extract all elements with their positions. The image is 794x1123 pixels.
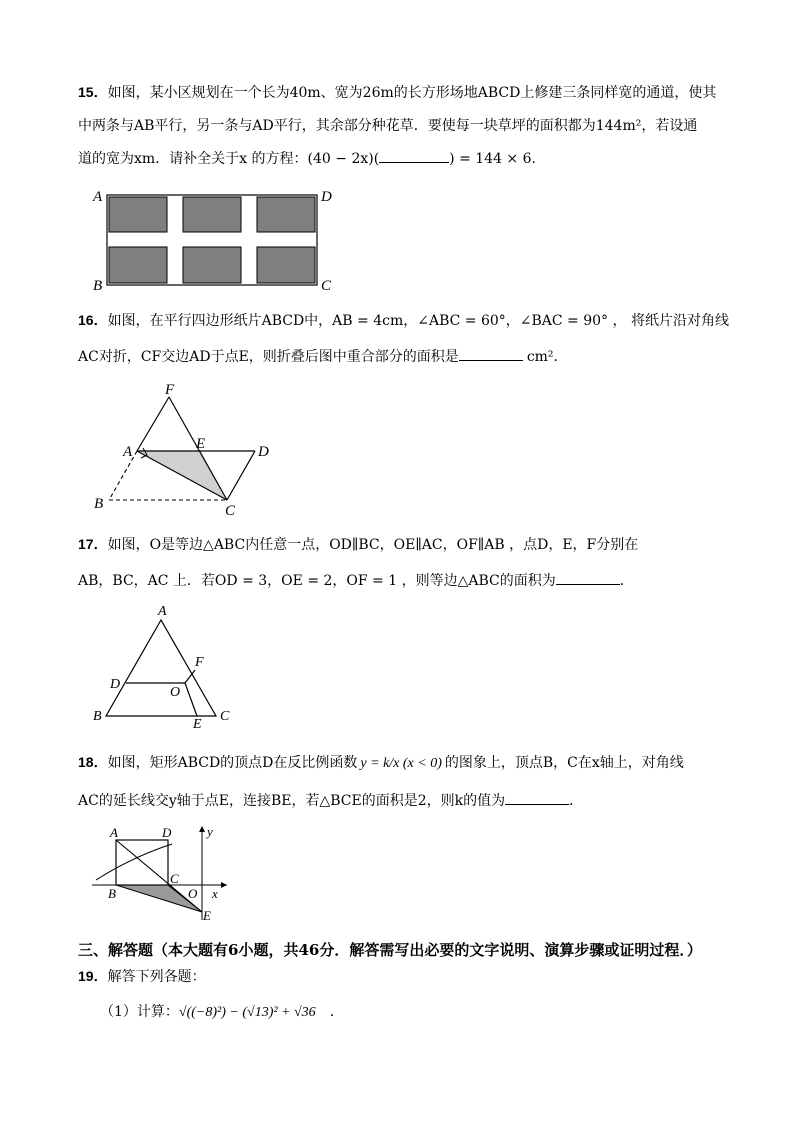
q18-function: y = k/x (x < 0) xyxy=(360,756,442,771)
q18-label-C: C xyxy=(170,871,179,886)
q15-eq-right: ) = 144 × 6 xyxy=(449,151,532,167)
q17-label-C: C xyxy=(220,709,230,724)
q18-label-x: x xyxy=(212,886,218,901)
q16-edge-AF xyxy=(137,397,169,451)
q17-label-O: O xyxy=(170,685,181,700)
q18-label-O: O xyxy=(188,886,198,901)
q15-label-B: B xyxy=(93,278,103,294)
q18-diagonal-AE xyxy=(116,840,202,912)
q16-label-C: C xyxy=(225,503,236,518)
q17-figure xyxy=(88,600,248,730)
q19-number: 19． xyxy=(78,968,108,984)
q18-number: 18． xyxy=(78,754,108,770)
section3-title: 三、解答题（本大题有6小题，共46分．解答需写出必要的文字说明、演算步骤或证明过程．） xyxy=(78,941,702,959)
q16-label-B: B xyxy=(94,496,104,512)
q15-plot xyxy=(183,197,241,232)
q16-unit: cm² xyxy=(526,349,554,365)
q16-figure xyxy=(85,378,285,518)
q15-line2: 中两条与AB平行，另一条与AD平行，其余部分种花草．要使每一块草坪的面积都为144m²，若设通 xyxy=(78,118,698,134)
q18-answer-blank[interactable] xyxy=(505,790,569,805)
q15-plot xyxy=(257,247,315,283)
q19-part1: （1）计算：√((−8)²) − (√13)² + √36 ． xyxy=(100,1004,344,1020)
q17-label-A: A xyxy=(158,604,167,619)
q18-line2: AC的延长线交y轴于点E，连接BE，若△BCE的面积是2，则k的值为 ． xyxy=(78,790,583,811)
q16-answer-blank[interactable] xyxy=(459,346,523,361)
q16-label-D: D xyxy=(258,444,269,460)
q18-x-arrow xyxy=(221,882,227,888)
q18-hyperbola-curve xyxy=(96,844,172,880)
q18-label-A: A xyxy=(110,825,118,840)
q18-label-B: B xyxy=(108,886,116,901)
q15-line3: 道的宽为xm．请补全关于x 的方程：(40 − 2x)( ) = 144 × 6． xyxy=(78,148,546,169)
q17-label-E: E xyxy=(193,717,202,730)
q18-label-E: E xyxy=(203,908,211,922)
q18-figure xyxy=(92,822,242,922)
q17-number: 17． xyxy=(78,536,108,552)
q17-line1: 17．如图，O是等边△ABC内任意一点，OD∥BC，OE∥AC，OF∥AB ，点D，E，F分别在 xyxy=(78,536,639,553)
q17-label-B: B xyxy=(93,709,102,724)
q16-line1: 16．如图，在平行四边形纸片ABCD中，AB = 4cm，∠ABC = 60°，∠BAC = 90° ， 将纸片沿对角线 xyxy=(78,312,729,329)
q18-label-D: D xyxy=(162,825,172,840)
q18-label-y: y xyxy=(207,824,213,839)
q16-line2: AC对折，CF交边AD于点E，则折叠后图中重合部分的面积是 cm²． xyxy=(78,346,568,367)
q17-segment-OE xyxy=(185,683,197,716)
q16-edge-DC xyxy=(227,451,255,500)
q15-plot xyxy=(109,197,167,232)
q17-label-D: D xyxy=(110,677,121,692)
q17-label-F: F xyxy=(195,655,204,670)
q15-figure xyxy=(90,185,350,295)
q16-label-E: E xyxy=(196,436,206,452)
q15-eq-left: (40 − 2x)( xyxy=(307,151,380,167)
q15-answer-blank[interactable] xyxy=(379,148,449,163)
q15-label-A: A xyxy=(93,189,103,205)
q15-label-C: C xyxy=(321,278,332,294)
q16-label-A: A xyxy=(123,444,133,460)
q15-plot xyxy=(183,247,241,283)
q15-plot xyxy=(257,197,315,232)
q15-label-D: D xyxy=(321,189,332,205)
q15-line1: 15．如图，某小区规划在一个长为40m、宽为26m的长方形场地ABCD上修建三条同样宽的通道，使其 xyxy=(78,84,717,101)
q16-label-F: F xyxy=(165,382,175,398)
q15-plot xyxy=(109,247,167,283)
q19-intro: 19．解答下列各题： xyxy=(78,968,206,985)
q17-line2: AB，BC，AC 上．若OD = 3，OE = 2，OF = 1 ，则等边△ABC的面积为 ． xyxy=(78,570,634,591)
q19-part1-expression: √((−8)²) − (√13)² + √36 xyxy=(178,1005,316,1020)
q18-line1: 18．如图，矩形ABCD的顶点D在反比例函数 y = k/x (x < 0) 的图象上，顶点B，C在x轴上，对角线 xyxy=(78,754,684,771)
q16-number: 16． xyxy=(78,312,108,328)
q17-answer-blank[interactable] xyxy=(556,570,620,585)
q15-number: 15． xyxy=(78,84,108,100)
q18-y-arrow xyxy=(199,826,205,832)
